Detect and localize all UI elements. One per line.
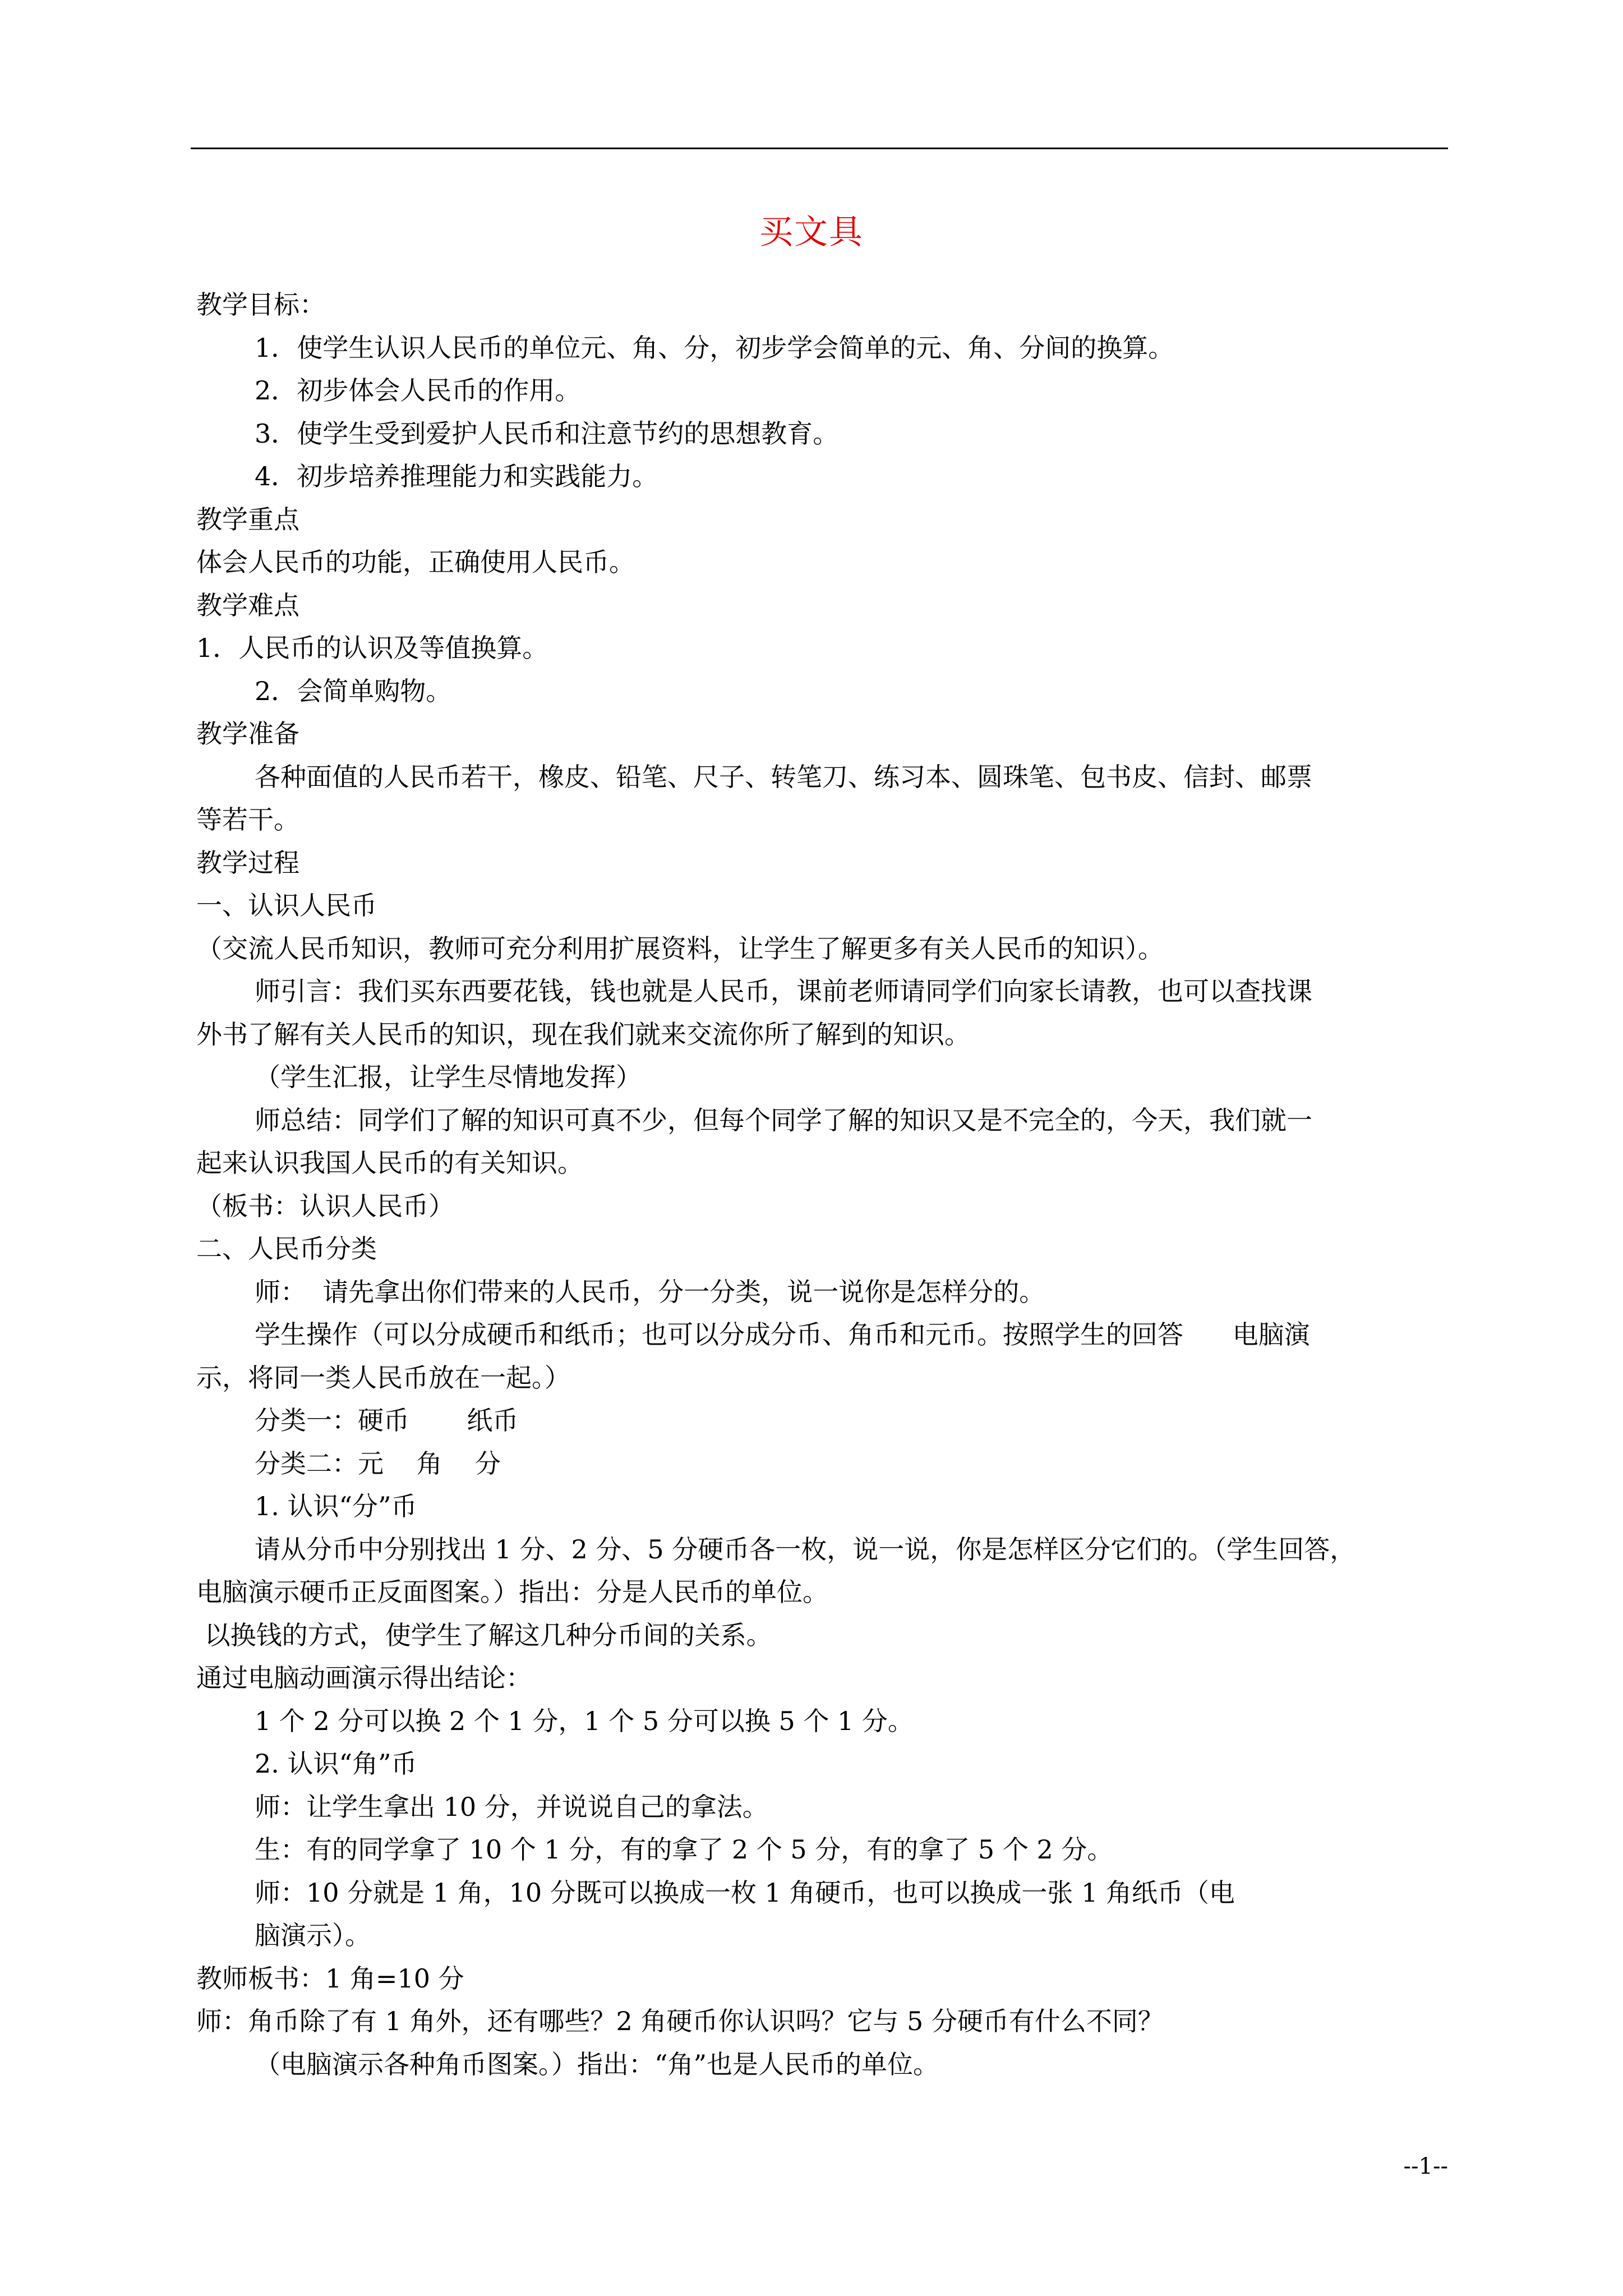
text-line: 通过电脑动画演示得出结论： (196, 1663, 532, 1693)
text-line: 2．初步体会人民币的作用。 (255, 375, 581, 406)
text-line: 3．使学生受到爱护人民币和注意节约的思想教育。 (255, 418, 839, 449)
text-line: 教学准备 (196, 719, 299, 749)
text-line: 2．会简单购物。 (255, 675, 452, 706)
text-line: 师： 请先拿出你们带来的人民币，分一分类，说一说你是怎样分的。 (255, 1276, 1045, 1307)
text-line: 教学难点 (196, 590, 299, 620)
text-line: 1 个 2 分可以换 2 个 1 分，1 个 5 分可以换 5 个 1 分。 (255, 1705, 914, 1736)
text-line: 2. 认识“角”币 (255, 1749, 417, 1779)
text-line: 1. 认识“分”币 (255, 1491, 417, 1521)
text-line: 生：有的同学拿了 10 个 1 分，有的拿了 2 个 5 分，有的拿了 5 个 2 分。 (255, 1834, 1113, 1865)
text-line: 师引言：我们买东西要花钱，钱也就是人民币，课前老师请同学们向家长请教，也可以查找课 (255, 976, 1312, 1006)
text-line: 教学过程 (196, 847, 299, 878)
text-line: 分类一：硬币 纸币 (255, 1405, 519, 1435)
text-line: 师：10 分就是 1 角，10 分既可以换成一枚 1 角硬币，也可以换成一张 1 角纸币（电 (255, 1877, 1235, 1908)
text-line: （学生汇报，让学生尽情地发挥） (255, 1062, 642, 1092)
text-line: 二、人民币分类 (196, 1234, 377, 1264)
text-line: 教学重点 (196, 504, 299, 535)
text-line: 师：让学生拿出 10 分，并说说自己的拿法。 (255, 1791, 768, 1822)
text-line: 脑演示）。 (255, 1920, 371, 1950)
text-line: 各种面值的人民币若干，橡皮、铅笔、尺子、转笔刀、练习本、圆珠笔、包书皮、信封、邮票 (255, 761, 1312, 792)
header-rule (191, 148, 1448, 149)
text-line: 外书了解有关人民币的知识，现在我们就来交流你所了解到的知识。 (196, 1019, 970, 1050)
text-line: 分类二：元 角 分 (255, 1448, 501, 1479)
text-line: 请从分币中分别找出 1 分、2 分、5 分硬币各一枚，说一说，你是怎样区分它们的。（学生回答， (255, 1534, 1356, 1565)
text-line: 示，将同一类人民币放在一起。） (196, 1362, 570, 1393)
text-line: 起来认识我国人民币的有关知识。 (196, 1148, 583, 1178)
text-line: 教师板书：1 角=10 分 (196, 1963, 464, 1994)
text-line: （交流人民币知识，教师可充分利用扩展资料，让学生了解更多有关人民币的知识）。 (196, 933, 1164, 964)
text-line: 电脑演示硬币正反面图案。）指出：分是人民币的单位。 (196, 1577, 828, 1607)
text-line: 1．人民币的认识及等值换算。 (196, 633, 548, 663)
text-line: 以换钱的方式，使学生了解这几种分币间的关系。 (196, 1619, 772, 1650)
text-line: 体会人民币的功能，正确使用人民币。 (196, 547, 635, 577)
text-line: 4．初步培养推理能力和实践能力。 (255, 461, 658, 491)
text-line: （电脑演示各种角币图案。）指出：“角”也是人民币的单位。 (255, 2049, 939, 2079)
document-title: 买文具 (759, 213, 864, 252)
text-line: 一、认识人民币 (196, 890, 377, 921)
text-line: 师总结：同学们了解的知识可真不少，但每个同学了解的知识又是不完全的，今天，我们就一 (255, 1105, 1312, 1135)
text-line: 师：角币除了有 1 角外，还有哪些？2 角硬币你认识吗？它与 5 分硬币有什么不同？ (196, 2006, 1164, 2036)
text-line: 1．使学生认识人民币的单位元、角、分，初步学会简单的元、角、分间的换算。 (255, 332, 1174, 363)
document-body (196, 283, 1454, 2086)
text-line: （板书：认识人民币） (196, 1190, 454, 1221)
text-line: 等若干。 (196, 804, 299, 835)
text-line: 学生操作（可以分成硬币和纸币；也可以分成分币、角币和元币。按照学生的回答 电脑演 (255, 1319, 1310, 1350)
page-number: --1-- (1403, 2154, 1448, 2179)
text-line: 教学目标： (196, 289, 325, 320)
